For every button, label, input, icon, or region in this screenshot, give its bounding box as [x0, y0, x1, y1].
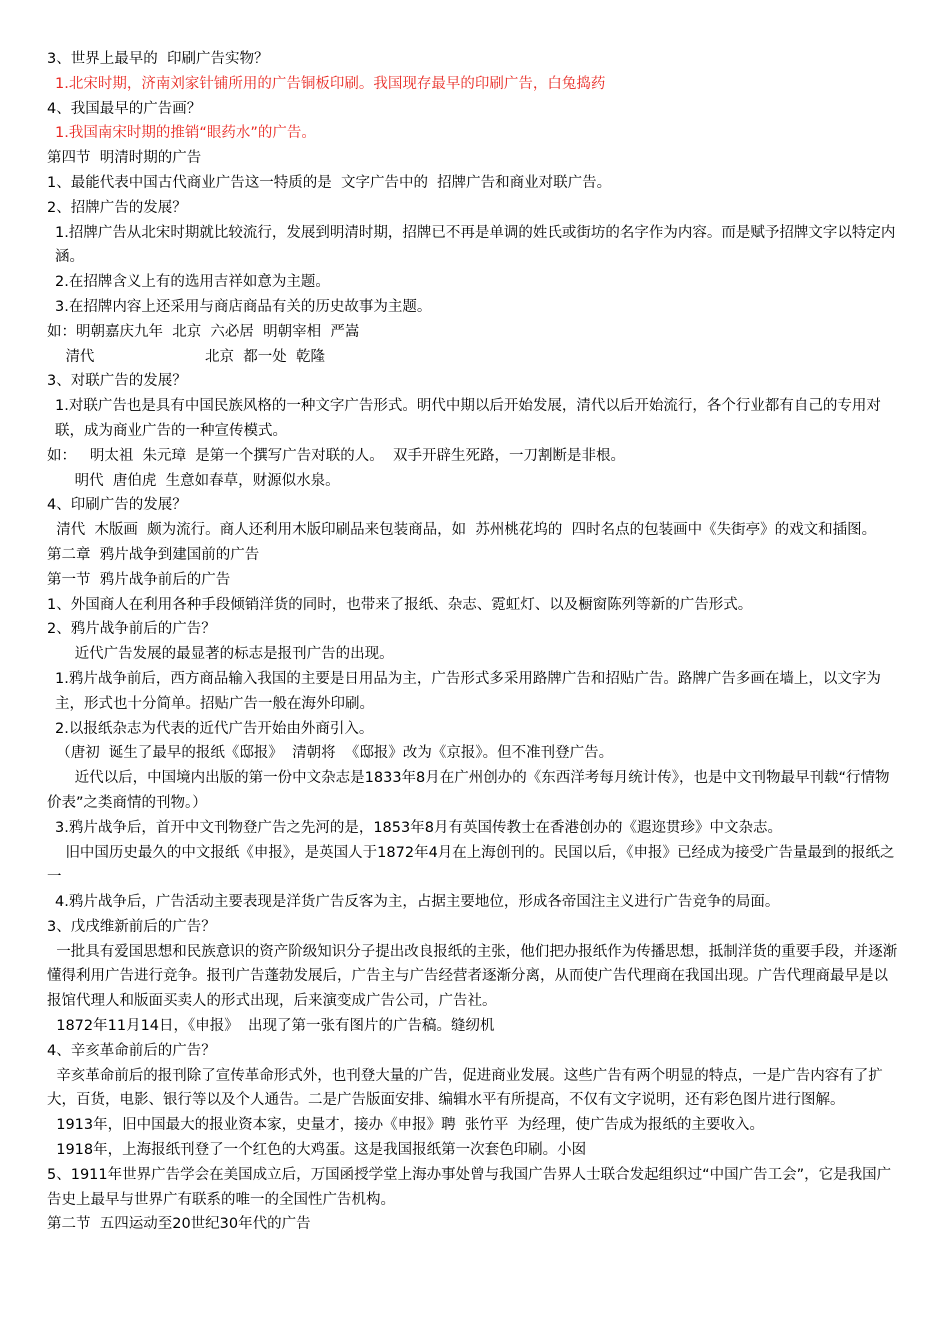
paragraph-line: 第一节 鸦片战争前后的广告: [47, 571, 231, 588]
paragraph-line: 1913年，旧中国最大的报业资本家，史量才，接办《申报》聘 张竹平 为经理，使广告成为报纸的主要收入。: [47, 1117, 765, 1134]
paragraph-line: 1.北宋时期，济南刘家针铺所用的广告铜板印刷。我国现存最早的印刷广告，白兔捣药: [55, 75, 606, 92]
paragraph-line: 4、我国最早的广告画？: [47, 100, 202, 117]
document-page: [47, 47, 900, 1237]
paragraph-line: 第二节 五四运动至20世纪30年代的广告: [47, 1216, 311, 1233]
paragraph-line: 1、最能代表中国古代商业广告这一特质的是 文字广告中的 招牌广告和商业对联广告。: [47, 174, 612, 191]
paragraph-line: 4、印刷广告的发展？: [47, 497, 187, 514]
paragraph-line: 辛亥革命前后的报刊除了宣传革命形式外，也刊登大量的广告，促进商业发展。这些广告有两个明显的特点，一是广告内容有了扩大，百货，电影、银行等以及个人通告。二是广告版面安排、编辑水平有所提高，不仅有文字说明，还有彩色图片进行图解。: [47, 1067, 883, 1109]
paragraph-line: 3、对联广告的发展？: [47, 373, 187, 390]
paragraph-line: 如：明朝嘉庆九年 北京 六必居 明朝宰相 严嵩: [47, 323, 360, 340]
paragraph-line: 2.以报纸杂志为代表的近代广告开始由外商引入。: [55, 720, 374, 737]
paragraph-line: 4.鸦片战争后，广告活动主要表现是洋货广告反客为主，占据主要地位，形成各帝国注主义进行广告竞争的局面。: [55, 894, 780, 911]
paragraph-line: 2.在招牌含义上有的选用吉祥如意为主题。: [55, 274, 330, 291]
paragraph-line: 1、外国商人在利用各种手段倾销洋货的同时，也带来了报纸、杂志、霓虹灯、以及橱窗陈列等新的广告形式。: [47, 596, 753, 613]
paragraph-line: 清代 北京 都一处 乾隆: [47, 348, 325, 365]
paragraph-line: 1872年11月14日，《申报》 出现了第一张有图片的广告稿。缝纫机: [47, 1018, 495, 1035]
paragraph-line: 4、辛亥革命前后的广告？: [47, 1042, 216, 1059]
paragraph-line: 3、戊戌维新前后的广告？: [47, 918, 216, 935]
paragraph-line: 明代 唐伯虎 生意如春草，财源似水泉。: [47, 472, 340, 489]
paragraph-line: 第二章 鸦片战争到建国前的广告: [47, 546, 260, 563]
paragraph-line: 近代以后，中国境内出版的第一份中文杂志是1833年8月在广州创办的《东西洋考每月统计传》，也是中文刊物最早刊载“行情物价表”之类商情的刊物。）: [47, 770, 890, 811]
paragraph-line: 1.我国南宋时期的推销“眼药水”的广告。: [55, 125, 316, 142]
paragraph-line: 3.鸦片战争后，首开中文刊物登广告之先河的是，1853年8月有英国传教士在香港创办的《遐迩贯珍》中文杂志。: [55, 819, 782, 836]
paragraph-line: 近代广告发展的最显著的标志是报刊广告的出现。: [47, 646, 394, 663]
paragraph-line: 1.招牌广告从北宋时期就比较流行，发展到明清时期，招牌已不再是单调的姓氏或街坊的名字作为内容。而是赋予招牌文字以特定内涵。: [55, 224, 896, 266]
paragraph-line: 5、1911年世界广告学会在美国成立后，万国函授学堂上海办事处曾与我国广告界人士联合发起组织过“中国广告工会”，它是我国广告史上最早与世界广有联系的唯一的全国性广告机构。: [47, 1166, 892, 1208]
paragraph-line: 第四节 明清时期的广告: [47, 150, 202, 167]
paragraph-line: 1.鸦片战争前后，西方商品输入我国的主要是日用品为主，广告形式多采用路牌广告和招贴广告。路牌广告多画在墙上，以文字为主，形式也十分简单。招贴广告一般在海外印刷。: [55, 670, 881, 712]
paragraph-line: 1.对联广告也是具有中国民族风格的一种文字广告形式。明代中期以后开始发展，清代以后开始流行，各个行业都有自己的专用对联，成为商业广告的一种宣传模式。: [55, 398, 881, 439]
paragraph-line: 旧中国历史最久的中文报纸《申报》，是英国人于1872年4月在上海创刊的。民国以后，《申报》已经成为接受广告量最到的报纸之一: [47, 844, 895, 886]
paragraph-line: 一批具有爱国思想和民族意识的资产阶级知识分子提出改良报纸的主张，他们把办报纸作为传播思想，抵制洋货的重要手段，并逐渐懂得利用广告进行竞争。报刊广告蓬勃发展后，广告主与广告经营者逐渐分离，从而使广告代理商在我国出现。广告代理商最早是以报馆代理人和版面买卖人的形式出现，后来演变成广告公司，广告社。: [47, 943, 898, 1010]
paragraph-line: 清代 木版画 颇为流行。商人还利用木版印刷品来包装商品，如 苏州桃花坞的 四时名点的包装画中《失街亭》的戏文和插图。: [47, 522, 877, 539]
paragraph-line: 3.在招牌内容上还采用与商店商品有关的历史故事为主题。: [55, 298, 432, 315]
paragraph-line: （唐初 诞生了最早的报纸《邸报》 清朝将 《邸报》改为《京报》。但不准刊登广告。: [47, 745, 614, 762]
paragraph-line: 如： 明太祖 朱元璋 是第一个撰写广告对联的人。 双手开辟生死路，一刀割断是非根。: [47, 447, 625, 464]
paragraph-line: 2、鸦片战争前后的广告？: [47, 621, 216, 638]
paragraph-line: 3、世界上最早的 印刷广告实物？: [47, 51, 269, 67]
paragraph-line: 1918年，上海报纸刊登了一个红色的大鸡蛋。这是我国报纸第一次套色印刷。小囡: [47, 1142, 587, 1159]
paragraph-line: 2、招牌广告的发展？: [47, 199, 187, 216]
